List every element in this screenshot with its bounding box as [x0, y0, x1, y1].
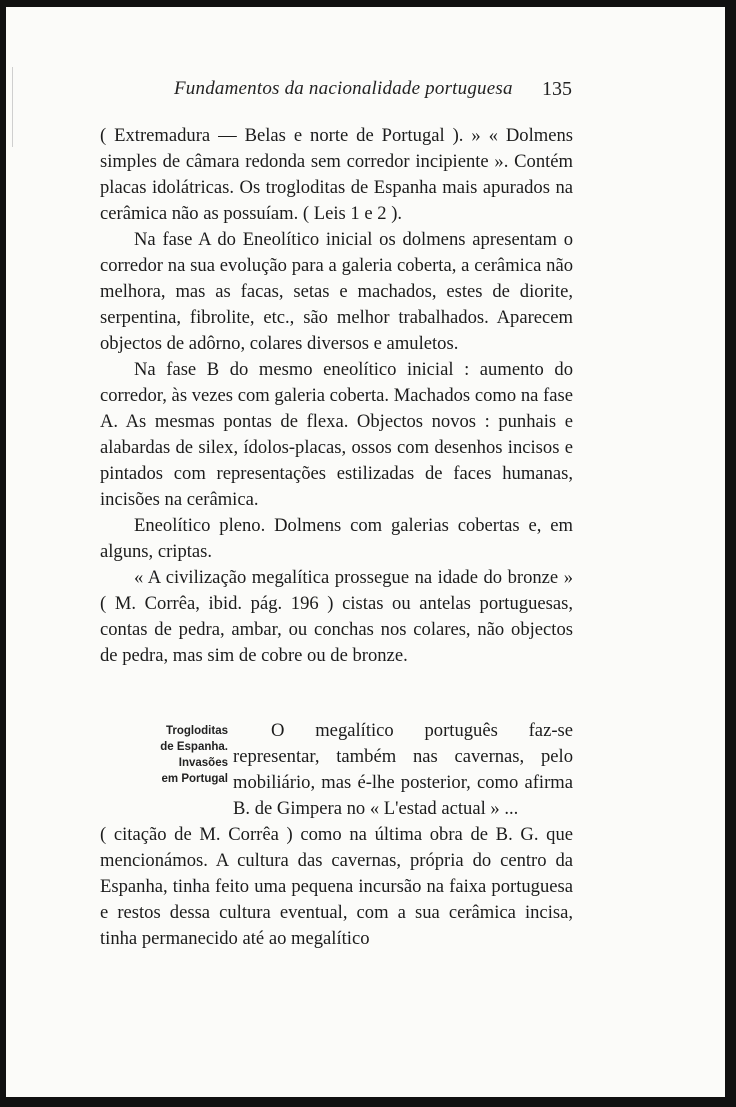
- page-number: 135: [542, 78, 572, 100]
- paragraph: ( citação de M. Corrêa ) como na última obra de B. G. que mencionámos. A cultura das cavernas, própria do centro da Espanha, tinha feito uma pequena incursão na faixa portuguesa e restos dessa cultura eventual, com a sua cerâmica incisa, tinha permanecido até ao megalítico: [100, 824, 573, 949]
- margin-note-line: de Espanha.: [160, 741, 228, 753]
- text-block-top: [100, 123, 573, 669]
- paragraph: ( Extremadura — Belas e norte de Portugal ). » « Dolmens simples de câmara redonda sem corredor incipiente ». Contém placas idolátricas. Os trogloditas de Espanha mais apurados na cerâmica não as possuíam. ( Leis 1 e 2 ).: [100, 125, 573, 224]
- margin-note-line: Invasões: [178, 757, 228, 769]
- paragraph: Eneolítico pleno. Dolmens com galerias cobertas e, em alguns, criptas.: [100, 515, 573, 562]
- paragraph: « A civilização megalítica prossegue na idade do bronze » ( M. Corrêa, ibid. pág. 196 ) cistas ou antelas portuguesas, contas de pedra, ambar, ou conchas nos colares, não objectos de pedra, mas sim de cobre ou de bronze.: [100, 567, 573, 666]
- side-paragraph: [233, 718, 573, 822]
- margin-note: [132, 723, 228, 787]
- margin-note-line: Trogloditas: [166, 725, 228, 737]
- margin-note-line: em Portugal: [161, 773, 228, 785]
- text-block-bottom: [100, 822, 573, 952]
- paragraph: Na fase A do Eneolítico inicial os dolmens apresentam o corredor na sua evolução para a galeria coberta, a cerâmica não melhora, mas as facas, setas e machados, estes de diorite, serpentina, fibrolite, etc., são melhor trabalhados. Aparecem objectos de adôrno, colares diversos e amuletos.: [100, 229, 573, 354]
- running-title: Fundamentos da nacionalidade portuguesa: [174, 78, 513, 99]
- side-paragraph-text: O megalítico português faz-se representar, também nas cavernas, pelo mobiliário, mas é-lhe posterior, como afirma B. de Gimpera no « L'estad actual » ...: [233, 720, 573, 819]
- paragraph: Na fase B do mesmo eneolítico inicial : aumento do corredor, às vezes com galeria coberta. Machados como na fase A. As mesmas pontas de flexa. Objectos novos : punhais e alabardas de silex, ídolos-placas, ossos com desenhos incisos e pintados com representações estilizadas de faces humanas, incisões na cerâmica.: [100, 359, 573, 510]
- scan-edge-mark: [12, 67, 13, 147]
